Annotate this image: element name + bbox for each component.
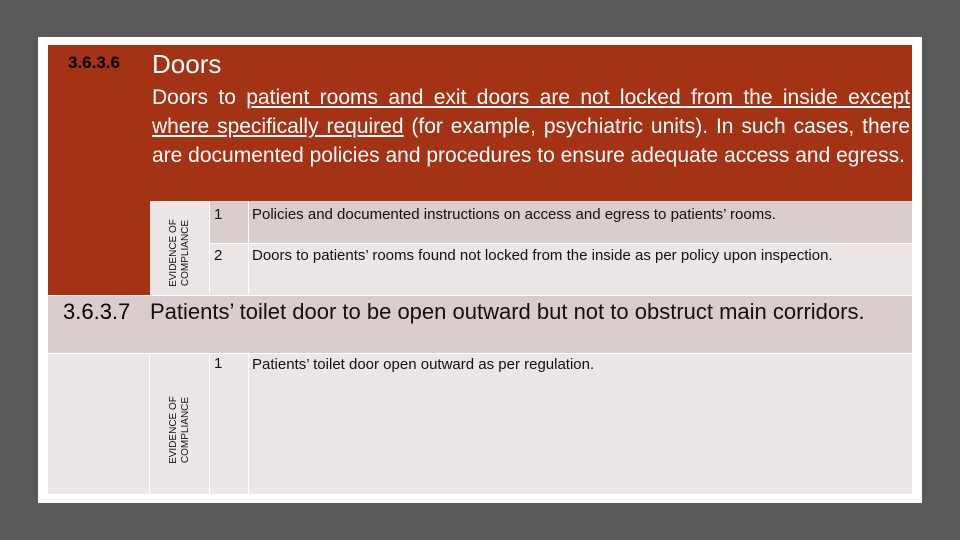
section1-evidence-index-cell xyxy=(210,244,248,295)
description-part: Doors to xyxy=(152,86,247,109)
section2-evidence-text-cell xyxy=(249,354,912,494)
section1-description xyxy=(152,83,910,170)
section1-number: 3.6.3.6 xyxy=(68,53,120,72)
evidence-index: 2 xyxy=(214,247,223,264)
section2-title: Patients’ toilet door to be open outward but not to obstruct main corridors. xyxy=(150,299,865,324)
section1-evidence-text-cell xyxy=(249,244,912,295)
evidence-index: 1 xyxy=(214,355,223,372)
section1-evidence-label: EVIDENCE OF COMPLIANCE xyxy=(168,219,191,287)
evidence-text: Doors to patients’ rooms found not locked from the inside as per policy upon inspection. xyxy=(252,247,833,264)
section1-header xyxy=(150,45,912,201)
document-slide xyxy=(38,37,922,503)
section2-evidence-label: EVIDENCE OF COMPLIANCE xyxy=(168,396,191,464)
section1-number-cell xyxy=(48,45,150,295)
section1-evidence-index-cell xyxy=(210,201,248,243)
description-part: (for example, psychiatric units). In such cases, there are documented policies and procedures to ensure adequate access and egress. xyxy=(152,115,911,167)
section2-left-blank-cell xyxy=(48,354,149,494)
section1-title: Doors xyxy=(152,49,222,79)
evidence-index: 1 xyxy=(214,206,223,223)
evidence-text: Patients’ toilet door open outward as per regulation. xyxy=(252,356,595,373)
section2-number: 3.6.3.7 xyxy=(63,299,131,324)
section1-evidence-label-cell xyxy=(150,201,209,295)
description-part-underlined: patient rooms and exit doors are not locked from the inside except where specifically required xyxy=(152,86,910,138)
section1-evidence-text-cell xyxy=(249,201,912,243)
section2-evidence-label-cell xyxy=(150,354,209,494)
section2-header xyxy=(48,296,912,353)
evidence-text: Policies and documented instructions on access and egress to patients’ rooms. xyxy=(252,206,776,223)
section2-evidence-index-cell xyxy=(210,354,248,494)
